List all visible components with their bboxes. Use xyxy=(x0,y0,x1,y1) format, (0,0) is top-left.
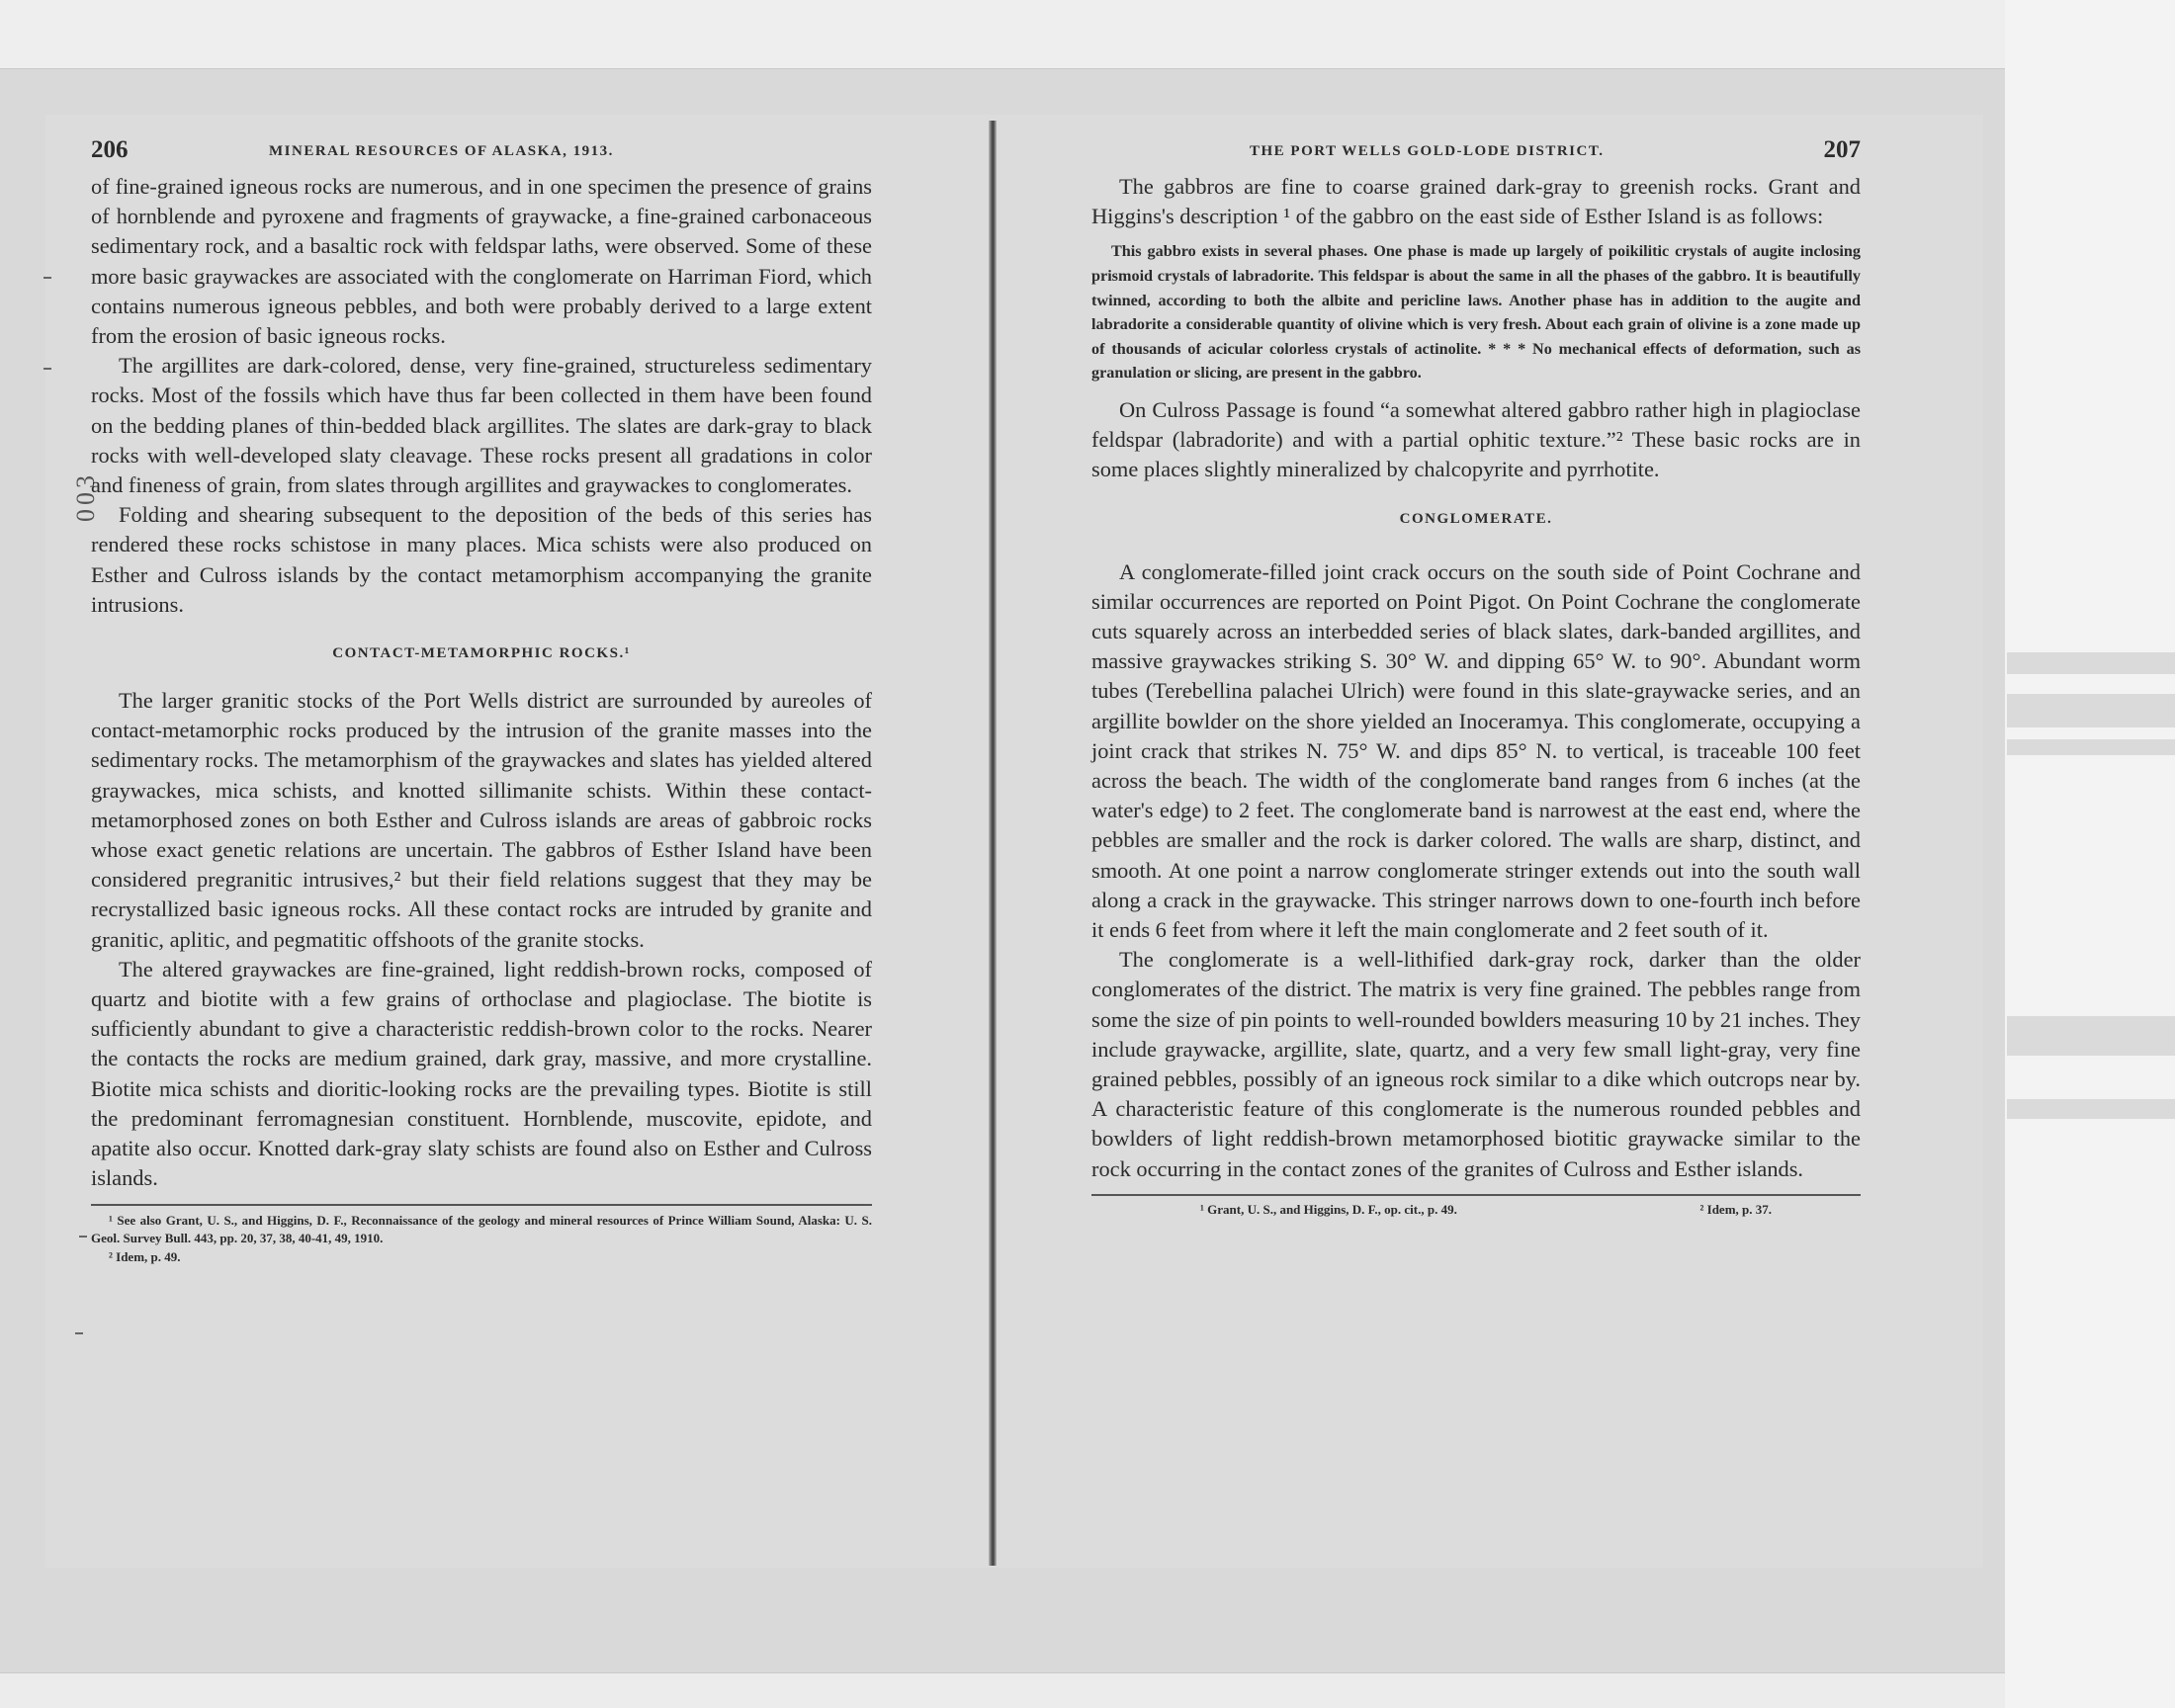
paragraph: Folding and shearing subsequent to the deposition of the beds of this series has rendered these rocks schistose in many places. Mica schists were also produced on Esther and Culross islands by the contact metamorphism accompanying the granite intrusions. xyxy=(91,502,872,617)
paragraph: The argillites are dark-colored, dense, very fine-grained, structureless sedimentary rocks. Most of the fossils which have thus far been collected in them have been found on the bedding planes of thin-bedded black argillites. The slates are dark-gray to black rocks with well-developed slaty cleavage. These rocks present all gradations in color and fineness of grain, from slates through argillites and graywackes to conglomerates. xyxy=(91,353,872,498)
section-heading: CONTACT-METAMORPHIC ROCKS.¹ xyxy=(332,645,631,662)
margin-mark xyxy=(79,1236,87,1238)
paragraph: The larger granitic stocks of the Port Wells district are surrounded by aureoles of contact-metamorphic rocks produced by the intrusion of the granite masses into the sedimentary rocks. The metamorphism of the graywackes and slates has yielded altered graywackes, mica schists, and knotted sillimanite schists. Within these contact-metamorphosed zones on both Esther and Culross islands are areas of gabbroic rocks whose exact genetic relations are uncertain. The gabbros of Esther Island have been considered pregranitic intrusives,² but their field relations suggest that they may be recrystallized basic igneous rocks. All these contact rocks are intruded by granite and granitic, aplitic, and pegmatitic offshoots of the granite stocks. xyxy=(91,688,872,952)
paragraph: The conglomerate is a well-lithified dark-gray rock, darker than the older conglomerates of the district. The matrix is very fine grained. The pebbles range from some the size of pin points to well-rounded bowlders measuring 10 by 21 inches. They include graywacke, argillite, slate, quartz, and a very few small light-gray, very fine grained pebbles, possibly of an igneous rock similar to a dike which outcrops near by. A characteristic feature of this conglomerate is the numerous rounded pebbles and bowlders of light reddish-brown metamorphosed biotitic graywacke similar to the rock occurring in the contact zones of the granites of Culross and Esther islands. xyxy=(1091,947,1861,1181)
footnotes xyxy=(1091,1202,1861,1218)
left-page xyxy=(91,136,872,1266)
paragraph: The altered graywackes are fine-grained, light reddish-brown rocks, composed of quartz and biotite with a few grains of orthoclase and plagioclase. The biotite is sufficiently abundant to give a characteristic reddish-brown color to the rocks. Nearer the contacts the rocks are medium grained, dark gray, massive, and more crystalline. Biotite mica schists and dioritic-looking rocks are the prevailing types. Biotite is still the predominant ferromagnesian constituent. Hornblende, muscovite, epidote, and apatite also occur. Knotted dark-gray slaty schists are found also on Esther and Culross islands. xyxy=(91,956,872,1191)
footnote: ² Idem, p. 49. xyxy=(109,1248,181,1264)
scan-streak xyxy=(2007,739,2175,755)
footnote: ² Idem, p. 37. xyxy=(1699,1201,1772,1217)
paragraph: The gabbros are fine to coarse grained dark-gray to greenish rocks. Grant and Higgins's description ¹ of the gabbro on the east side of Esther Island is as follows: xyxy=(1091,174,1861,229)
footnotes xyxy=(91,1212,872,1267)
right-page xyxy=(1091,136,1861,1218)
page-number: 206 xyxy=(91,136,129,163)
footnote: ¹ Grant, U. S., and Higgins, D. F., op. cit., p. 49. xyxy=(1200,1201,1457,1217)
margin-mark xyxy=(44,277,51,279)
quote-text: This gabbro exists in several phases. One phase is made up largely of poikilitic crystals of augite inclosing prismoid crystals of labradorite. This feldspar is about the same in all the phases of the gabbro. It is beautifully twinned, according to both the albite and pericline laws. Another phase has in addition to the augite and labradorite a considerable quantity of olivine which is very fresh. About each grain of olivine is a zone made up of thousands of acicular colorless crystals of actinolite. * * * No mechanical effects of deformation, such as granulation or slicing, are present in the gabbro. xyxy=(1091,242,1861,383)
footnote-rule xyxy=(1091,1194,1861,1196)
margin-stamp: 003 xyxy=(71,471,100,522)
block-quote xyxy=(1091,239,1861,385)
scan-streak xyxy=(2007,694,2175,727)
page-number: 207 xyxy=(1823,136,1861,163)
footnote-rule xyxy=(91,1204,872,1206)
running-title: THE PORT WELLS GOLD-LODE DISTRICT. xyxy=(1250,143,1605,159)
margin-mark xyxy=(75,1332,83,1334)
scan-streak xyxy=(2007,1016,2175,1056)
scan-right-margin xyxy=(2005,0,2175,1708)
running-head xyxy=(91,136,872,172)
paragraph: A conglomerate-filled joint crack occurs on the south side of Point Cochrane and similar occurrences are reported on Point Pigot. On Point Cochrane the conglomerate cuts squarely across an interbedded series of black slates, dark-banded argillites, and massive graywackes striking S. 30° W. and dipping 65° W. to 90°. Abundant worm tubes (Terebellina palachei Ulrich) were found in this slate-graywacke series, and an argillite bowlder on the shore yielded an Inoceramya. This conglomerate, occupying a joint crack that strikes N. 75° W. and dips 85° N. to vertical, is traceable 100 feet across the beach. The width of the conglomerate band ranges from 6 inches (at the water's edge) to 2 feet. The conglomerate band is narrowest at the east end, where the pebbles are smaller and the rock is darker colored. The walls are sharp, distinct, and smooth. At one point a narrow conglomerate stringer extends out into the south wall along a crack in the graywacke. This stringer narrows down to one-fourth inch before it ends 6 feet from where it left the main conglomerate and 2 feet south of it. xyxy=(1091,558,1861,943)
scan-streak xyxy=(2007,652,2175,674)
paragraph: of fine-grained igneous rocks are numerous, and in one specimen the presence of grains of hornblende and pyroxene and fragments of graywacke, a fine-grained carbonaceous sedimentary rock, and a basaltic rock with feldspar laths, were observed. Some of these more basic graywackes are associated with the conglomerate on Harriman Fiord, which contains numerous igneous pebbles, and both were probably derived to a large extent from the erosion of basic igneous rocks. xyxy=(91,174,872,349)
section-heading: CONGLOMERATE. xyxy=(1399,510,1553,527)
paragraph: On Culross Passage is found “a somewhat altered gabbro rather high in plagioclase feldspar (labradorite) and with a partial ophitic texture.”² These basic rocks are in some places slightly mineralized by chalcopyrite and pyrrhotite. xyxy=(1091,396,1861,482)
margin-mark xyxy=(44,368,51,370)
footnote: ¹ See also Grant, U. S., and Higgins, D. F., Reconnaissance of the geology and mineral resources of Prince William Sound, Alaska: U. S. Geol. Survey Bull. 443, pp. 20, 37, 38, 40-41, 49, 1910. xyxy=(91,1212,872,1245)
book-gutter xyxy=(989,121,997,1566)
scan-streak xyxy=(2007,1099,2175,1119)
running-title: MINERAL RESOURCES OF ALASKA, 1913. xyxy=(269,143,614,159)
running-head xyxy=(1091,136,1861,172)
scan-top-band xyxy=(0,0,2175,69)
